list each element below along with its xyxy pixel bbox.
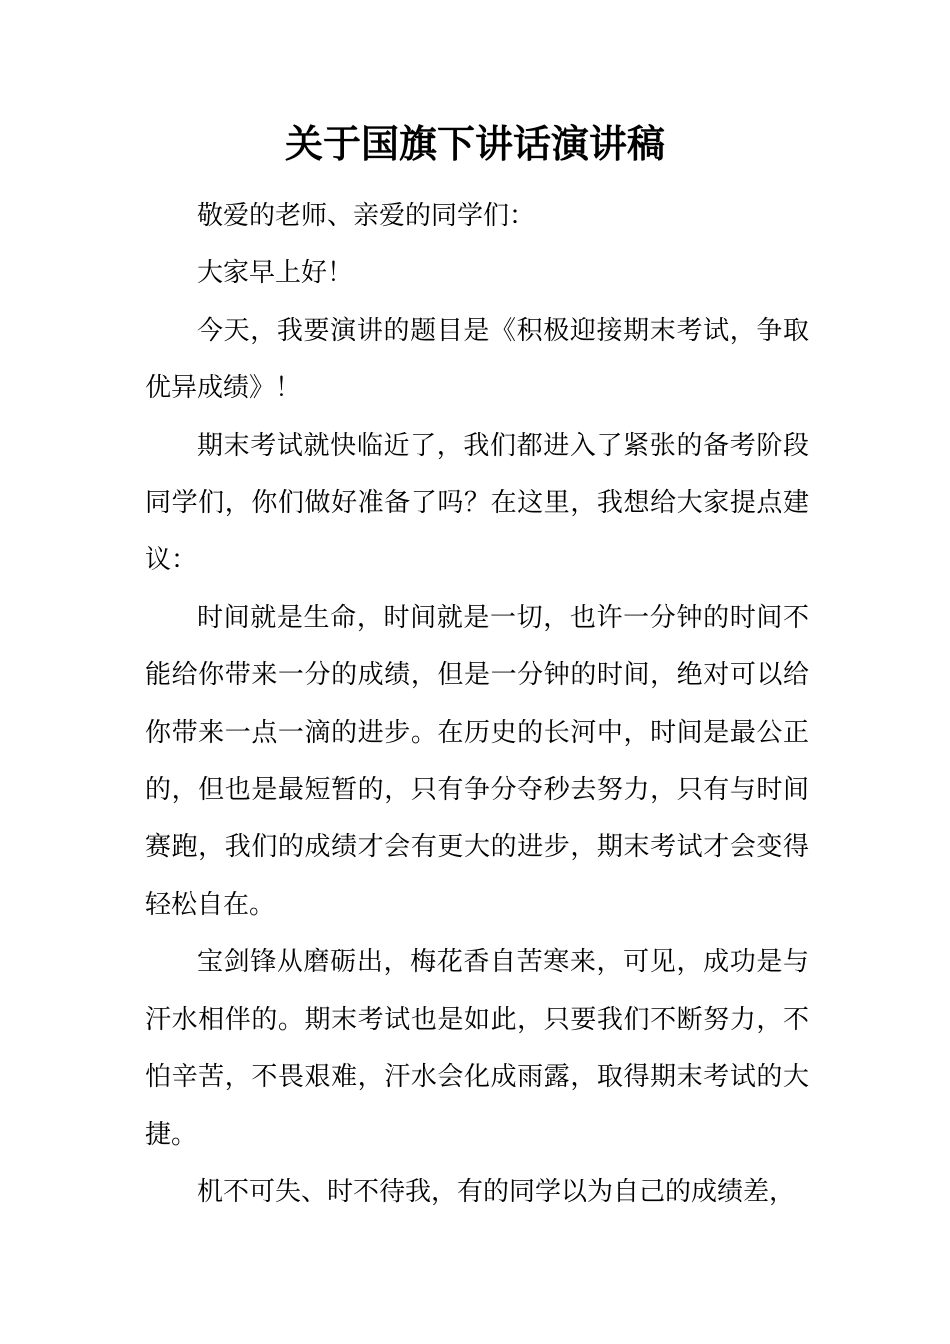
paragraph-greeting: 大家早上好！ (197, 258, 354, 289)
paragraph-exam-intro: 期末考试就快临近了，我们都进入了紧张的备考阶段同学们，你们做好准备了吗？在这里，我想给大家提点建议： (145, 430, 809, 576)
paragraph-effort: 宝剑锋从磨砺出，梅花香自苦寒来，可见，成功是与汗水相伴的。期末考试也是如此，只要我们不断努力，不怕辛苦，不畏艰难，汗水会化成雨露，取得期末考试的大捷。 (145, 947, 809, 1150)
document-title: 关于国旗下讲话演讲稿 (284, 121, 665, 166)
paragraph-topic: 今天，我要演讲的题目是《积极迎接期末考试，争取优异成绩》！ (145, 315, 809, 404)
document-body (145, 188, 809, 1221)
paragraph-time: 时间就是生命，时间就是一切，也许一分钟的时间不能给你带来一分的成绩，但是一分钟的时间，绝对可以给你带来一点一滴的进步。在历史的长河中，时间是最公正的，但也是最短暂的，只有争分夺秒去努力，只有与时间赛跑，我们的成绩才会有更大的进步，期末考试才会变得轻松自在。 (145, 602, 809, 920)
paragraph-salutation: 敬爱的老师、亲爱的同学们： (197, 201, 536, 231)
paragraph-opportunity: 机不可失、时不待我，有的同学以为自己的成绩差， (197, 1176, 796, 1207)
